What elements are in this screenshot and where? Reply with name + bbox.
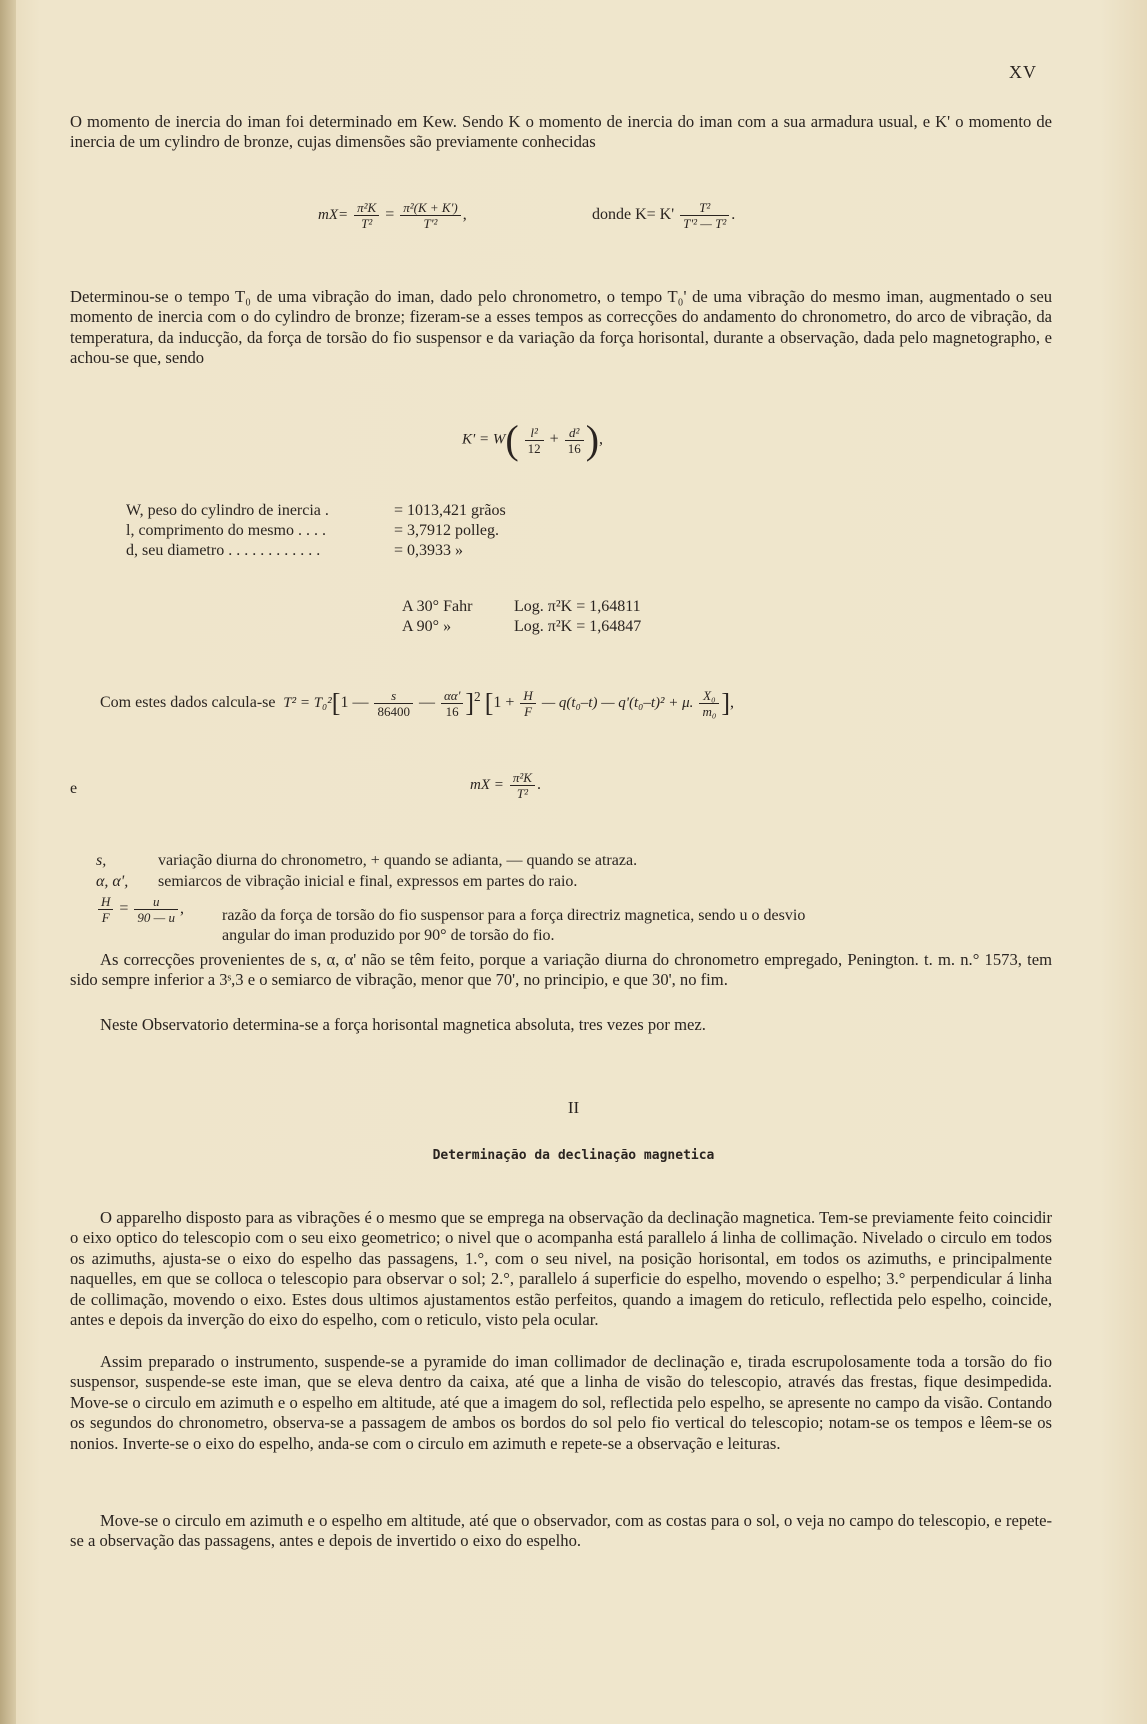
- table-row: l, comprimento do mesmo . . . . = 3,7912 polleg.: [126, 522, 500, 539]
- log-values-table: [402, 597, 641, 637]
- table-row: A 30° Fahr Log. π²K = 1,64811: [402, 598, 641, 615]
- equation-mx-ratio: mX= $\frac{\text{π²K}}{\text{T²}}$ = $\frac{\text{π²(K + K')}}{\text{T'²}}$ ,: [318, 200, 467, 231]
- equation-donde: donde K= K' $\frac{\text{T²}}{\text{T'² — T²}}$ .: [592, 200, 736, 231]
- legend-text-s: variação diurna do chronometro, + quando se adianta, — quando se atraza.: [158, 852, 638, 869]
- legend-text-alpha: semiarcos de vibração inicial e final, expressos em partes do raio.: [158, 873, 578, 890]
- eq1-frac-c: $\frac{\text{T²}}{\text{T'² — T²}}$: [680, 200, 729, 231]
- paragraph-correcoes: As correcções provenientes de s, α, α' não se têm feito, porque a variação diurna do chronometro empregado, Penington. t. m. n.° 1573, tem sido sempre inferior a 3ˢ,3 e o semiarco de vibração, menor que 70', no principio, e que 30', no fim.: [70, 950, 1052, 990]
- page-number: XV: [1009, 62, 1037, 82]
- table-row: W, peso do cylindro de inercia . = 1013,421 grãos: [126, 502, 506, 519]
- eq1-left: mX=: [318, 207, 349, 224]
- legend-symbol-s: s,: [96, 852, 107, 869]
- eq3-intro: Com estes dados calcula-se: [100, 694, 276, 712]
- equation-t-squared: Com estes dados calcula-se T² = T₀²[1 — $\frac{s}{86400}$ — $\frac{\alpha\alpha'}{16}$ ]$^2$ [1 + $\frac{H}{F}$ — q(t₀–t) — q'(t₀–t)² + μ. $\frac{\text{X₀}}{\text{m₀}}$ ],: [100, 688, 735, 719]
- paragraph-moment-of-inertia: O momento de inercia do iman foi determinado em Kew. Sendo K o momento de inercia do iman com a sua armadura usual, e K' o momento de inercia de um cylindro de bronze, cujas dimensões são previamente conhecidas: [70, 112, 1052, 152]
- paragraph-circulo: Move-se o circulo em azimuth e o espelho em altitude, até que o observador, com as costas para o sol, o veja no campo do telescopio, e repete-se a observação das passagens, antes e depois de invertido o eixo do espelho.: [70, 1511, 1052, 1551]
- paragraph-apparelho: O apparelho disposto para as vibrações é o mesmo que se emprega na observação da declinação magnetica. Tem-se previamente feito coincidir o eixo optico do telescopio com o seu eixo geometrico; o nivel que o acompanha está parallelo á linha de collimação. Nivelado o circulo em todos os azimuths, ajusta-se o eixo do espelho das passagens, 1.°, com o seu nivel, na posição horisontal, em todos os azimuths, e principalmente naquelles, em que se colloca o telescopio para observar o sol; 2.°, parallelo á superficie do espelho, movendo o espelho; 3.° perpendicular á linha de collimação, movendo o eixo. Estes dous ultimos ajustamentos estão perfeitos, quando a imagem do reticulo, reflectida pelo espelho, coincide, antes e depois da inverção do eixo do espelho, com o reticulo, visto pela ocular.: [70, 1208, 1052, 1330]
- eq1-donde-text: donde K= K': [592, 206, 675, 224]
- paragraph-observatorio: Neste Observatorio determina-se a força horisontal magnetica absoluta, tres vezes por mez.: [100, 1015, 706, 1034]
- legend-text-h-2: angular do iman produzido por 90° de torsão do fio.: [222, 927, 555, 944]
- equation-k-prime: K' = W( $\frac{\text{l²}}{12}$ + $\frac{\text{d²}}{16}$ ),: [462, 417, 604, 462]
- eq1-frac-a: $\frac{\text{π²K}}{\text{T²}}$: [354, 200, 379, 231]
- eq1-frac-b: $\frac{\text{π²(K + K')}}{\text{T'²}}$: [400, 200, 460, 231]
- page-spine-shadow: [0, 0, 16, 1724]
- paragraph-instrumento: Assim preparado o instrumento, suspende-se a pyramide do iman collimador de declinação e, tirada escrupolosamente toda a torsão do fio suspensor, suspende-se este iman, que se eleva dentro da caixa, até que a linha de visão do telescopio, através das frestas, fique desimpedida. Move-se o circulo em azimuth e o espelho em altitude, até que a imagem do sol, reflectida pelo espelho, se apresente no campo da visão. Contando os segundos do chronometro, observa-se a passagem de ambos os bordos do sol pelo fio vertical do telescopio; notam-se os tempos e lêem-se os nonios. Inverte-se o eixo do espelho, anda-se com o circulo em azimuth e repete-se a observação e leituras.: [70, 1352, 1052, 1453]
- equation-mx: mX = $\frac{\text{π²K}}{\text{T²}}$ .: [470, 770, 541, 801]
- paragraph-tempo-vibracao: Determinou-se o tempo T₀ de uma vibração do iman, dado pelo chronometro, o tempo T₀' de uma vibração do mesmo iman, augmentado o seu momento de inercia com o do cylindro de bronze; fizeram-se a esses tempos as correcções do andamento do chronometro, do arco de vibração, da temperatura, da inducção, da força de torsão do fio suspensor e da variação da força horisontal, durante a observação, dada pelo magnetographo, e achou-se que, sendo: [70, 287, 1052, 368]
- table-row: A 90° » Log. π²K = 1,64847: [402, 618, 642, 635]
- table-row: d, seu diametro . . . . . . . . . . . . = 0,3933 »: [126, 542, 464, 559]
- legend-symbol-alpha: α, α',: [96, 873, 129, 890]
- cylinder-dimensions-table: [126, 501, 506, 561]
- section-number: II: [567, 1098, 580, 1117]
- section-title: Determinação da declinação magnetica: [432, 1148, 715, 1163]
- equation-e-label: e: [70, 780, 78, 797]
- legend-h-over-f: $\frac{H}{F}$ = $\frac{u}{90 — u}$ ,: [96, 894, 184, 925]
- legend-text-h-1: razão da força de torsão do fio suspensor para a força directriz magnetica, sendo u o desvio: [222, 907, 806, 924]
